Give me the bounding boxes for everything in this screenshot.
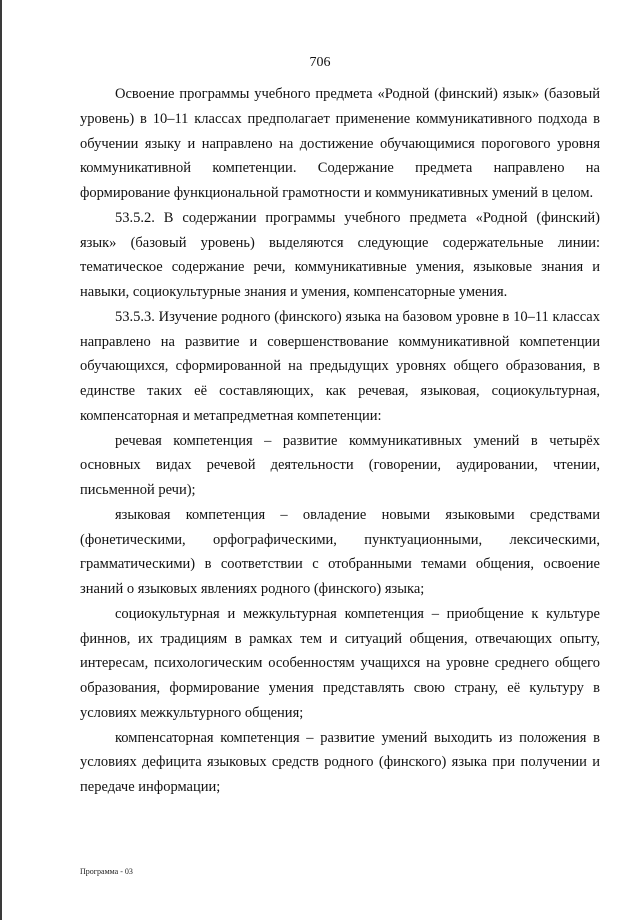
paragraph-intro: Освоение программы учебного предмета «Родной (финский) язык» (базовый уровень) в 10–11 классах предполагает применение коммуникативного подхода в обучении языку и направлено на достижение обучающимися порогового уровня коммуникативной компетенции. Содержание предмета направлено на формирование функциональной грамотности и коммуникативных умений в целом. bbox=[80, 86, 600, 201]
page-number: 706 bbox=[309, 55, 331, 70]
document-body bbox=[80, 82, 600, 800]
paragraph-compensatory-competence: компенсаторная компетенция – развитие умений выходить из положения в условиях дефицита языковых средств родного (финского) языка при получении и передаче информации; bbox=[80, 729, 600, 795]
paragraph-53-5-2: 53.5.2. В содержании программы учебного предмета «Родной (финский) язык» (базовый уровень) выделяются следующие содержательные линии: тематическое содержание речи, коммуникативные умения, языковые знания и навыки, социокультурные знания и умения, компенсаторные умения. bbox=[80, 209, 600, 300]
paragraph-speech-competence: речевая компетенция – развитие коммуникативных умений в четырёх основных видах речевой деятельности (говорении, аудировании, чтении, письменной речи); bbox=[80, 432, 600, 498]
paragraph-53-5-3: 53.5.3. Изучение родного (финского) языка на базовом уровне в 10–11 классах направлено на развитие и совершенствование коммуникативной компетенции обучающихся, сформированной на предыдущих уровнях общего образования, в единстве таких её составляющих, как речевая, языковая, социокультурная, компенсаторная и метапредметная компетенции: bbox=[80, 308, 600, 424]
page-footer: Программа - 03 bbox=[80, 867, 133, 876]
paragraph-language-competence: языковая компетенция – овладение новыми языковыми средствами (фонетическими, орфографическими, пунктуационными, лексическими, грамматическими) в соответствии с отобранными темами общения, освоение знаний о языковых явлениях родного (финского) языка; bbox=[80, 506, 600, 597]
paragraph-sociocultural-competence: социокультурная и межкультурная компетенция – приобщение к культуре финнов, их традициям в рамках тем и ситуаций общения, отвечающих опыту, интересам, психологическим особенностям учащихся на уровне среднего общего образования, формирование умения представлять свою страну, её культуру в условиях межкультурного общения; bbox=[80, 605, 600, 721]
scan-edge bbox=[0, 0, 2, 920]
